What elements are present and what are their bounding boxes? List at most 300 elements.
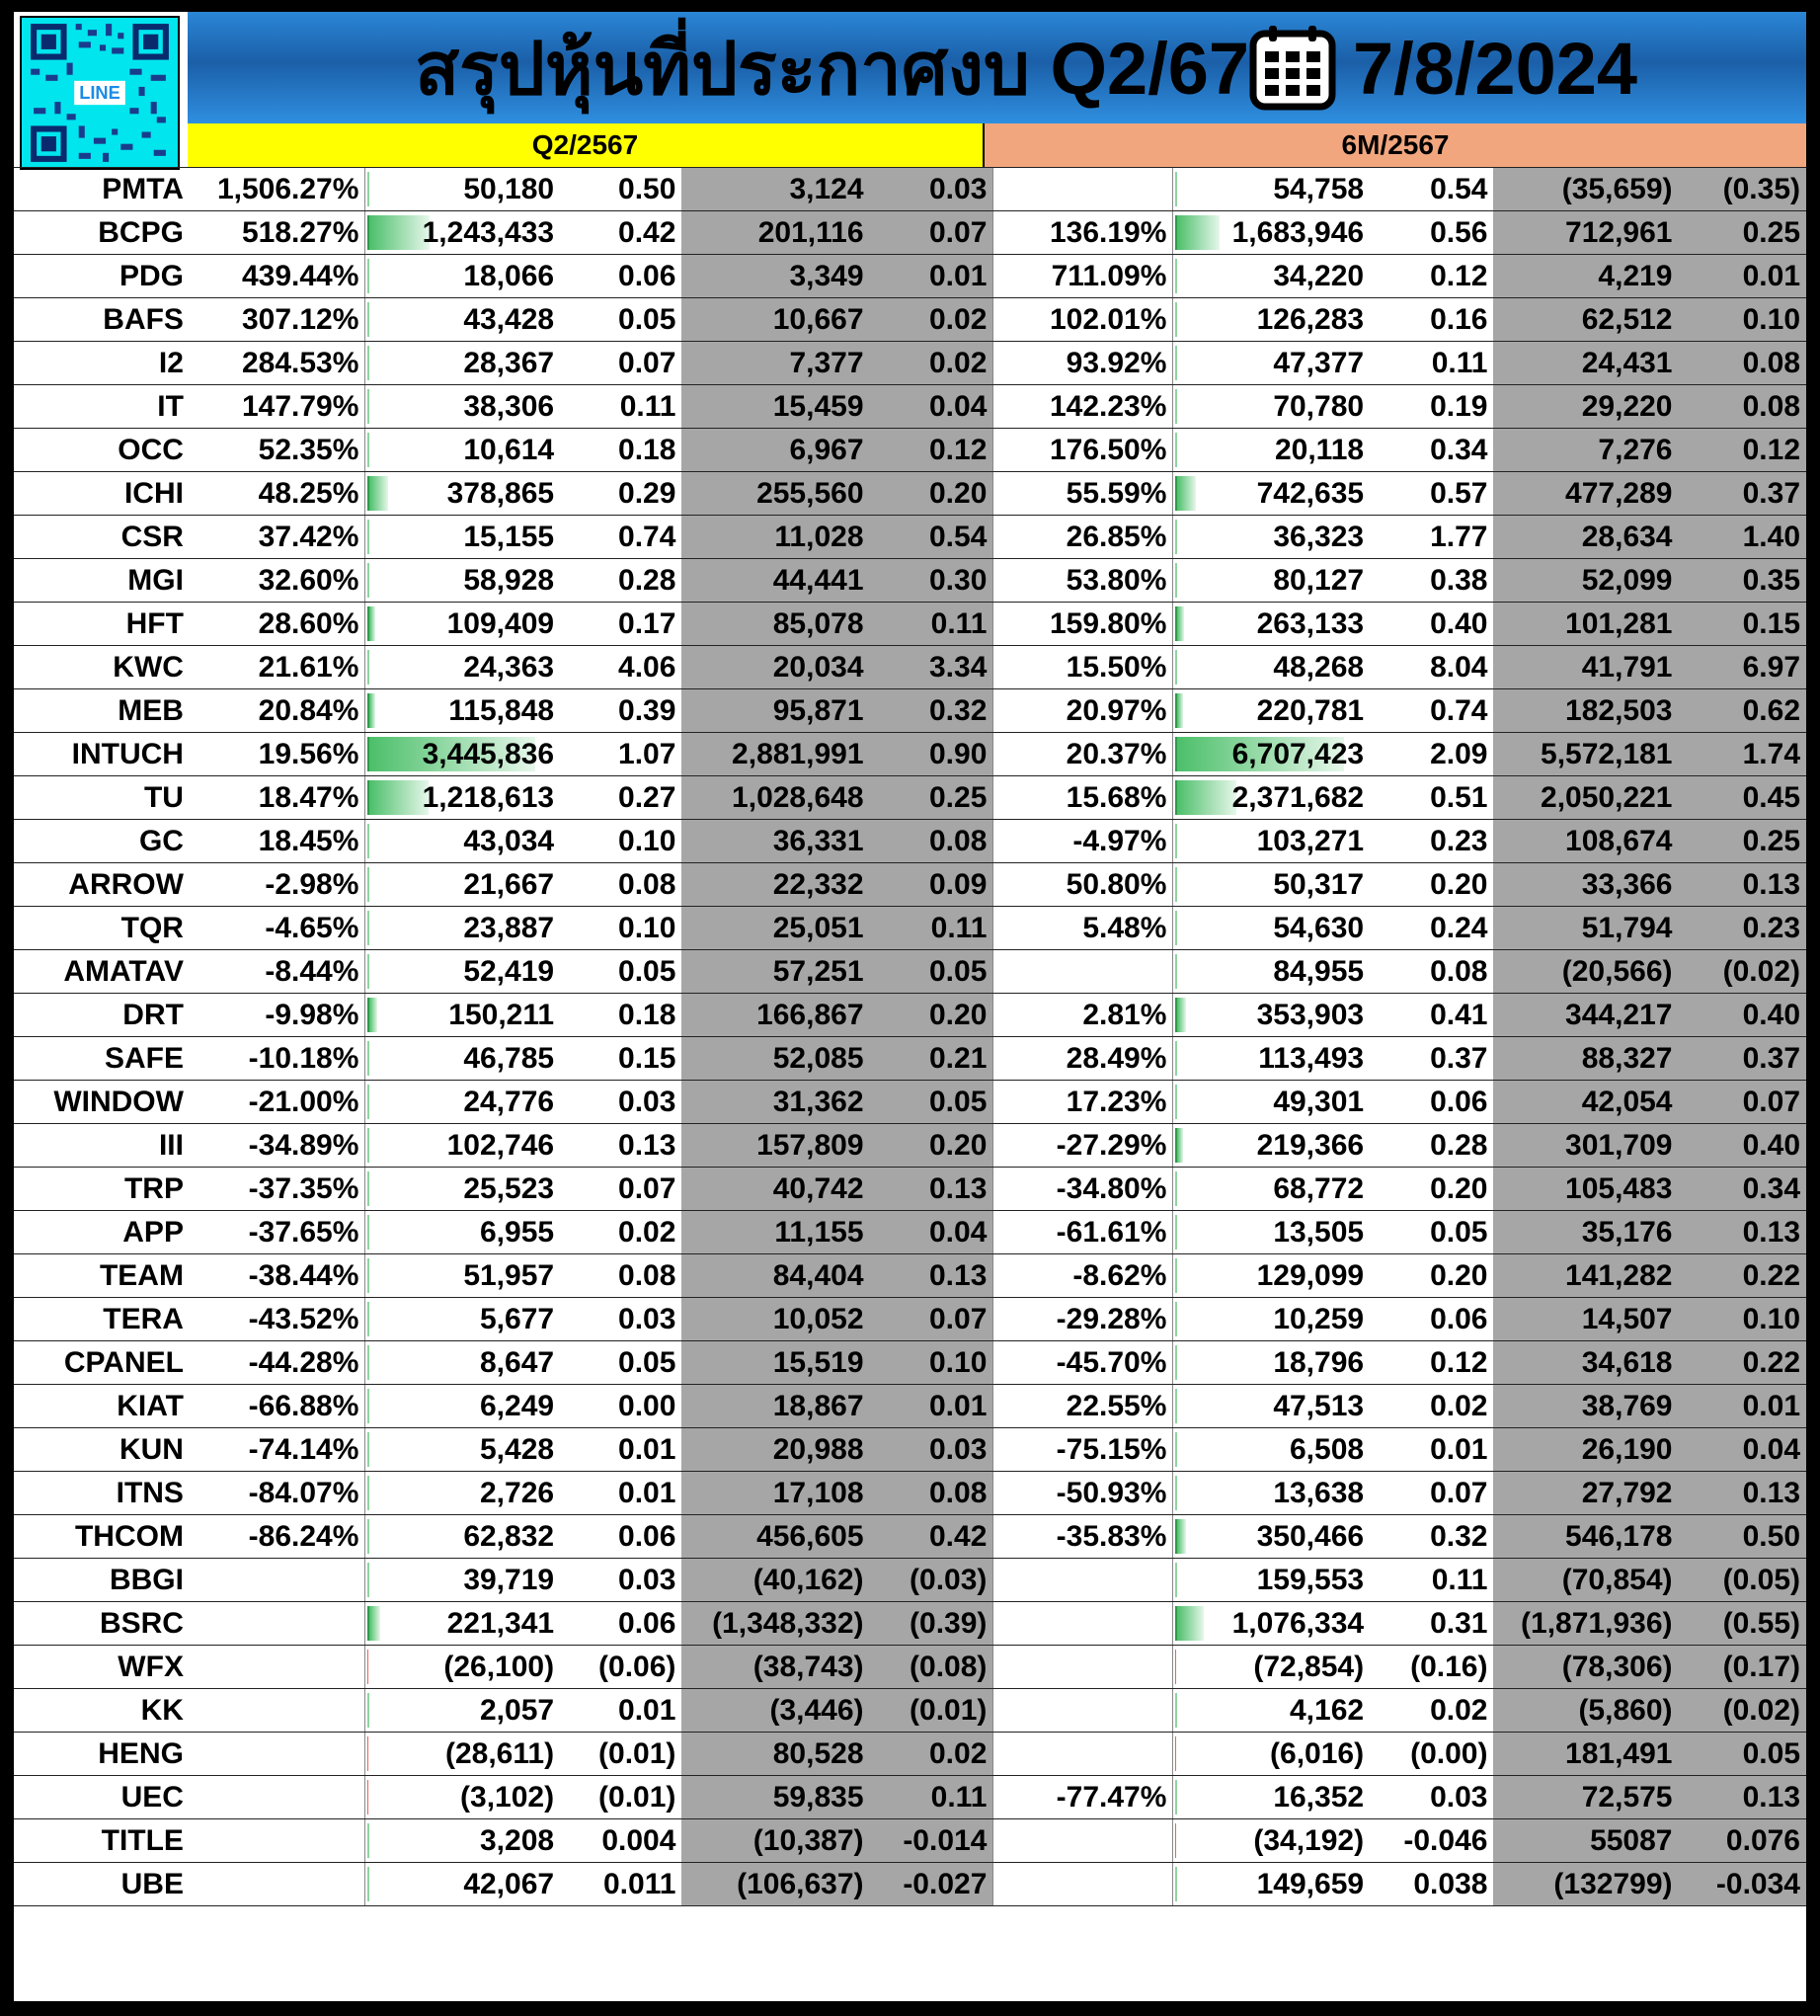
cell-sym: OCC <box>14 429 190 472</box>
data-bar <box>1175 172 1180 206</box>
cell-q2n2: 59,835 <box>681 1776 869 1819</box>
cell-value: 25,523 <box>463 1171 555 1205</box>
cell-value: 42,067 <box>463 1867 555 1900</box>
cell-q2e2: -0.027 <box>870 1863 993 1906</box>
cell-m6e1: 0.03 <box>1370 1776 1493 1819</box>
data-bar <box>1175 998 1186 1032</box>
cell-q2n1 <box>365 907 560 950</box>
cell-q2e1: 0.05 <box>560 298 681 342</box>
cell-q2e1: 0.004 <box>560 1819 681 1863</box>
cell-sym: BBGI <box>14 1559 190 1602</box>
cell-q2e1: 0.05 <box>560 1341 681 1385</box>
cell-m6pct: 159.80% <box>993 603 1173 646</box>
cell-m6n1 <box>1173 1428 1370 1472</box>
table-row <box>14 1733 1806 1776</box>
cell-q2n1 <box>365 1472 560 1515</box>
cell-q2pct: -37.65% <box>190 1211 365 1254</box>
cell-sym: CSR <box>14 516 190 559</box>
cell-m6pct: -45.70% <box>993 1341 1173 1385</box>
cell-q2n1 <box>365 1602 560 1646</box>
cell-value: 15,155 <box>463 520 555 553</box>
cell-value: 263,133 <box>1256 606 1365 640</box>
table-row <box>14 516 1806 559</box>
cell-m6n1 <box>1173 516 1370 559</box>
data-bar <box>1175 520 1179 554</box>
cell-m6n2: (20,566) <box>1493 950 1678 994</box>
cell-q2n1 <box>365 820 560 863</box>
data-bar <box>1175 867 1180 902</box>
cell-value: 378,865 <box>446 476 555 510</box>
cell-value: (3,102) <box>460 1780 555 1814</box>
cell-value: 2,057 <box>480 1693 555 1727</box>
cell-q2n2: 3,349 <box>681 255 869 298</box>
table-row <box>14 472 1806 516</box>
cell-q2pct: -38.44% <box>190 1254 365 1298</box>
cell-q2n1 <box>365 1211 560 1254</box>
data-bar <box>367 1345 371 1380</box>
cell-value: 54,758 <box>1273 172 1365 205</box>
table-row <box>14 1211 1806 1254</box>
cell-m6n2: 108,674 <box>1493 820 1678 863</box>
table-row <box>14 429 1806 472</box>
cell-value: 13,505 <box>1273 1215 1365 1249</box>
cell-sym: ICHI <box>14 472 190 516</box>
cell-m6n2: 51,794 <box>1493 907 1678 950</box>
qr-line-label: LINE <box>79 82 120 104</box>
data-bar <box>1175 302 1183 337</box>
cell-m6n1 <box>1173 820 1370 863</box>
cell-m6pct: 15.68% <box>993 776 1173 820</box>
cell-sym: KIAT <box>14 1385 190 1428</box>
cell-m6pct: 136.19% <box>993 211 1173 255</box>
data-bar <box>367 606 374 641</box>
cell-m6pct: 2.81% <box>993 994 1173 1037</box>
cell-q2e2: 0.05 <box>870 950 993 994</box>
cell-m6e2: 0.23 <box>1679 907 1807 950</box>
cell-q2e2: 0.20 <box>870 1124 993 1168</box>
cell-m6n2: 477,289 <box>1493 472 1678 516</box>
cell-value: 1,243,433 <box>422 215 555 249</box>
cell-m6e2: -0.034 <box>1679 1863 1807 1906</box>
table-row <box>14 689 1806 733</box>
cell-m6e2: (0.17) <box>1679 1646 1807 1689</box>
cell-q2e1: 0.03 <box>560 1298 681 1341</box>
cell-m6e1: 0.28 <box>1370 1124 1493 1168</box>
table-row <box>14 863 1806 907</box>
table-row <box>14 603 1806 646</box>
cell-q2n2: (3,446) <box>681 1689 869 1733</box>
cell-m6e2: 0.13 <box>1679 1472 1807 1515</box>
cell-q2e1: 0.42 <box>560 211 681 255</box>
cell-sym: APP <box>14 1211 190 1254</box>
cell-sym: MGI <box>14 559 190 603</box>
data-bar <box>1175 1128 1183 1163</box>
cell-m6e2: (0.55) <box>1679 1602 1807 1646</box>
cell-m6e1: 0.41 <box>1370 994 1493 1037</box>
cell-q2n2: 17,108 <box>681 1472 869 1515</box>
cell-value: 46,785 <box>463 1041 555 1075</box>
data-bar <box>367 215 429 250</box>
cell-m6e1: 0.54 <box>1370 168 1493 211</box>
cell-value: 5,677 <box>480 1302 555 1335</box>
table-row <box>14 1168 1806 1211</box>
cell-q2e1: 4.06 <box>560 646 681 689</box>
data-bar <box>367 954 374 989</box>
cell-q2pct: 284.53% <box>190 342 365 385</box>
cell-value: 126,283 <box>1256 302 1365 336</box>
data-bar <box>367 1476 371 1510</box>
cell-value: 6,249 <box>480 1389 555 1422</box>
cell-q2e2: 0.01 <box>870 255 993 298</box>
cell-q2n1 <box>365 255 560 298</box>
cell-value: 2,726 <box>480 1476 555 1509</box>
cell-m6n1 <box>1173 1254 1370 1298</box>
cell-value: 39,719 <box>463 1563 555 1596</box>
cell-m6n1 <box>1173 255 1370 298</box>
cell-q2e1: 0.08 <box>560 1254 681 1298</box>
cell-m6e2: 1.40 <box>1679 516 1807 559</box>
cell-value: 47,513 <box>1273 1389 1365 1422</box>
cell-m6n1 <box>1173 1037 1370 1081</box>
cell-m6e2: (0.35) <box>1679 168 1807 211</box>
cell-m6n2: 5,572,181 <box>1493 733 1678 776</box>
cell-m6e2: 0.13 <box>1679 1211 1807 1254</box>
data-bar <box>367 1128 379 1163</box>
cell-m6pct: 50.80% <box>993 863 1173 907</box>
cell-value: 4,162 <box>1290 1693 1365 1727</box>
cell-q2n1 <box>365 646 560 689</box>
table-row <box>14 1515 1806 1559</box>
data-bar <box>1175 1171 1180 1206</box>
cell-m6e2: (0.05) <box>1679 1559 1807 1602</box>
cell-q2e2: 0.11 <box>870 1776 993 1819</box>
cell-m6pct: 5.48% <box>993 907 1173 950</box>
cell-m6e1: 0.23 <box>1370 820 1493 863</box>
cell-m6e2: 0.40 <box>1679 994 1807 1037</box>
cell-m6e2: 0.35 <box>1679 559 1807 603</box>
cell-value: 18,066 <box>463 259 555 292</box>
cell-m6n1 <box>1173 1863 1370 1906</box>
cell-m6pct: 55.59% <box>993 472 1173 516</box>
cell-q2pct: 1,506.27% <box>190 168 365 211</box>
cell-q2e2: 0.03 <box>870 1428 993 1472</box>
cell-m6pct: 176.50% <box>993 429 1173 472</box>
cell-q2n2: (40,162) <box>681 1559 869 1602</box>
cell-value: 113,493 <box>1258 1041 1365 1075</box>
cell-q2pct: 21.61% <box>190 646 365 689</box>
cell-q2e1: 0.17 <box>560 603 681 646</box>
cell-sym: WINDOW <box>14 1081 190 1124</box>
cell-m6e1: 0.12 <box>1370 255 1493 298</box>
6m-section-header: 6M/2567 <box>985 123 1806 167</box>
cell-m6n1 <box>1173 1559 1370 1602</box>
cell-m6n2: 344,217 <box>1493 994 1678 1037</box>
cell-value: 24,776 <box>463 1085 555 1118</box>
cell-q2e2: 0.03 <box>870 168 993 211</box>
data-bar <box>1175 1476 1179 1510</box>
cell-q2n1 <box>365 1559 560 1602</box>
cell-m6pct: -61.61% <box>993 1211 1173 1254</box>
cell-q2n2: 85,078 <box>681 603 869 646</box>
data-bar <box>367 911 371 945</box>
cell-q2n1 <box>365 1689 560 1733</box>
line-qr-code[interactable] <box>20 16 180 170</box>
cell-value: 38,306 <box>463 389 555 423</box>
cell-sym: III <box>14 1124 190 1168</box>
cell-value: 353,903 <box>1256 998 1365 1031</box>
table-row <box>14 1037 1806 1081</box>
q2-section-header: Q2/2567 <box>188 123 985 167</box>
cell-m6pct: 26.85% <box>993 516 1173 559</box>
cell-q2e2: (0.39) <box>870 1602 993 1646</box>
cell-m6e1: 1.77 <box>1370 516 1493 559</box>
cell-m6n2: 42,054 <box>1493 1081 1678 1124</box>
data-bar <box>1175 1085 1179 1119</box>
cell-q2n2: 201,116 <box>681 211 869 255</box>
cell-m6e2: 0.37 <box>1679 472 1807 516</box>
cell-value: 2,371,682 <box>1231 780 1365 814</box>
data-bar <box>367 1302 371 1336</box>
cell-m6n2: 141,282 <box>1493 1254 1678 1298</box>
cell-m6e1: 0.01 <box>1370 1428 1493 1472</box>
cell-q2n1 <box>365 1341 560 1385</box>
cell-q2e1: 0.03 <box>560 1081 681 1124</box>
cell-q2n1 <box>365 1819 560 1863</box>
cell-sym: TITLE <box>14 1819 190 1863</box>
cell-m6e1: 0.11 <box>1370 1559 1493 1602</box>
cell-q2n2: 7,377 <box>681 342 869 385</box>
cell-q2n2: 36,331 <box>681 820 869 863</box>
cell-m6e1: 0.11 <box>1370 342 1493 385</box>
data-bar <box>1175 563 1181 598</box>
cell-m6n2: 24,431 <box>1493 342 1678 385</box>
cell-q2e2: 0.04 <box>870 385 993 429</box>
cell-q2e1: 1.07 <box>560 733 681 776</box>
cell-q2e1: 0.29 <box>560 472 681 516</box>
cell-q2n2: (106,637) <box>681 1863 869 1906</box>
cell-m6n2: (132799) <box>1493 1863 1678 1906</box>
cell-m6n2: 72,575 <box>1493 1776 1678 1819</box>
cell-m6pct: -75.15% <box>993 1428 1173 1472</box>
calendar-icon <box>1249 24 1336 111</box>
cell-value: 3,445,836 <box>422 737 555 770</box>
cell-m6n2: 27,792 <box>1493 1472 1678 1515</box>
cell-q2n1 <box>365 1124 560 1168</box>
cell-value: 50,317 <box>1273 867 1365 901</box>
cell-m6e2: 0.05 <box>1679 1733 1807 1776</box>
cell-q2e2: 0.54 <box>870 516 993 559</box>
cell-value: 150,211 <box>448 998 555 1031</box>
data-bar <box>1175 1650 1176 1684</box>
cell-q2e2: (0.08) <box>870 1646 993 1689</box>
cell-m6n1 <box>1173 342 1370 385</box>
page-title: สรุปหุ้นที่ประกาศงบ Q2/67 <box>415 28 1250 110</box>
cell-sym: TU <box>14 776 190 820</box>
cell-sym: GC <box>14 820 190 863</box>
cell-q2n2: 15,519 <box>681 1341 869 1385</box>
cell-q2n1 <box>365 1254 560 1298</box>
table-row <box>14 1081 1806 1124</box>
cell-m6e1: 0.06 <box>1370 1298 1493 1341</box>
cell-m6pct: -4.97% <box>993 820 1173 863</box>
cell-m6e1: 0.06 <box>1370 1081 1493 1124</box>
cell-m6pct: -8.62% <box>993 1254 1173 1298</box>
cell-q2pct <box>190 1559 365 1602</box>
cell-m6n2: 712,961 <box>1493 211 1678 255</box>
cell-m6e1: 0.51 <box>1370 776 1493 820</box>
cell-m6e2: 0.13 <box>1679 863 1807 907</box>
cell-value: 742,635 <box>1256 476 1365 510</box>
cell-q2e2: 0.02 <box>870 342 993 385</box>
cell-q2e1: 0.27 <box>560 776 681 820</box>
cell-m6pct <box>993 1819 1173 1863</box>
cell-m6n2: 2,050,221 <box>1493 776 1678 820</box>
cell-q2e2: 0.08 <box>870 820 993 863</box>
cell-q2pct: 20.84% <box>190 689 365 733</box>
cell-q2e2: -0.014 <box>870 1819 993 1863</box>
cell-q2pct: -74.14% <box>190 1428 365 1472</box>
cell-q2e2: 3.34 <box>870 646 993 689</box>
data-bar <box>367 650 371 685</box>
cell-q2n2: 95,871 <box>681 689 869 733</box>
cell-m6n1 <box>1173 1472 1370 1515</box>
cell-q2n1 <box>365 994 560 1037</box>
data-bar <box>1175 1736 1176 1771</box>
cell-m6n1 <box>1173 1733 1370 1776</box>
cell-m6pct: 17.23% <box>993 1081 1173 1124</box>
cell-m6n1 <box>1173 776 1370 820</box>
cell-q2e2: 0.07 <box>870 1298 993 1341</box>
cell-q2n2: 3,124 <box>681 168 869 211</box>
cell-q2n2: 11,028 <box>681 516 869 559</box>
cell-value: 54,630 <box>1273 911 1365 944</box>
cell-sym: BCPG <box>14 211 190 255</box>
cell-q2n2: 40,742 <box>681 1168 869 1211</box>
cell-m6e1: 0.24 <box>1370 907 1493 950</box>
cell-value: 13,638 <box>1273 1476 1365 1509</box>
data-bar <box>1175 1693 1179 1728</box>
cell-m6n1 <box>1173 1646 1370 1689</box>
cell-m6n2: 33,366 <box>1493 863 1678 907</box>
cell-m6n1 <box>1173 1819 1370 1863</box>
cell-q2pct: -37.35% <box>190 1168 365 1211</box>
data-bar <box>367 1519 375 1554</box>
cell-value: 109,409 <box>446 606 555 640</box>
data-bar <box>1175 1823 1176 1858</box>
cell-m6n1 <box>1173 907 1370 950</box>
cell-q2n1 <box>365 1863 560 1906</box>
cell-m6e2: 0.34 <box>1679 1168 1807 1211</box>
cell-value: 219,366 <box>1256 1128 1365 1162</box>
cell-q2n1 <box>365 1298 560 1341</box>
cell-q2e1: 0.01 <box>560 1472 681 1515</box>
cell-m6n2: (70,854) <box>1493 1559 1678 1602</box>
cell-q2n1 <box>365 1168 560 1211</box>
data-bar <box>1175 1780 1179 1814</box>
cell-m6e1: 0.08 <box>1370 950 1493 994</box>
cell-q2e1: 0.50 <box>560 168 681 211</box>
cell-value: 49,301 <box>1273 1085 1365 1118</box>
cell-q2e2: 0.20 <box>870 994 993 1037</box>
cell-m6e1: 0.34 <box>1370 429 1493 472</box>
cell-m6e1: 0.20 <box>1370 1254 1493 1298</box>
cell-q2e1: 0.00 <box>560 1385 681 1428</box>
cell-q2n1 <box>365 168 560 211</box>
cell-m6pct <box>993 950 1173 994</box>
cell-q2e1: 0.10 <box>560 820 681 863</box>
table-row <box>14 1472 1806 1515</box>
cell-q2e2: 0.90 <box>870 733 993 776</box>
data-bar <box>1175 346 1179 380</box>
cell-m6e1: -0.046 <box>1370 1819 1493 1863</box>
cell-q2n2: 44,441 <box>681 559 869 603</box>
cell-m6e1: 8.04 <box>1370 646 1493 689</box>
cell-m6pct: 15.50% <box>993 646 1173 689</box>
cell-q2n2: (10,387) <box>681 1819 869 1863</box>
cell-m6n2: 7,276 <box>1493 429 1678 472</box>
cell-m6e2: 0.08 <box>1679 385 1807 429</box>
cell-sym: TEAM <box>14 1254 190 1298</box>
cell-m6e2: (0.02) <box>1679 1689 1807 1733</box>
data-bar <box>1175 693 1183 728</box>
cell-m6e1: 0.16 <box>1370 298 1493 342</box>
cell-m6n1 <box>1173 559 1370 603</box>
cell-q2e1: (0.01) <box>560 1776 681 1819</box>
cell-m6e1: 0.37 <box>1370 1037 1493 1081</box>
cell-m6e2: 0.01 <box>1679 255 1807 298</box>
cell-q2n1 <box>365 776 560 820</box>
cell-q2e2: 0.13 <box>870 1254 993 1298</box>
cell-m6pct <box>993 1863 1173 1906</box>
table-row <box>14 1863 1806 1906</box>
cell-q2pct: -66.88% <box>190 1385 365 1428</box>
data-bar <box>1175 389 1181 424</box>
cell-value: 6,508 <box>1290 1432 1365 1466</box>
cell-q2n1 <box>365 1037 560 1081</box>
cell-q2e1: 0.01 <box>560 1689 681 1733</box>
cell-q2pct: -4.65% <box>190 907 365 950</box>
cell-m6n2: 38,769 <box>1493 1385 1678 1428</box>
cell-value: 20,118 <box>1274 433 1365 466</box>
cell-q2pct: -21.00% <box>190 1081 365 1124</box>
cell-q2e2: 0.02 <box>870 1733 993 1776</box>
cell-q2n1 <box>365 429 560 472</box>
cell-sym: TRP <box>14 1168 190 1211</box>
cell-value: 70,780 <box>1273 389 1365 423</box>
cell-m6n2: 41,791 <box>1493 646 1678 689</box>
table-row <box>14 1559 1806 1602</box>
cell-value: (28,611) <box>444 1736 555 1770</box>
cell-q2e2: 0.07 <box>870 211 993 255</box>
cell-m6pct: -77.47% <box>993 1776 1173 1819</box>
cell-q2n1 <box>365 559 560 603</box>
cell-m6n1 <box>1173 1385 1370 1428</box>
cell-q2n1 <box>365 733 560 776</box>
cell-q2e2: 0.12 <box>870 429 993 472</box>
cell-m6e2: 0.62 <box>1679 689 1807 733</box>
cell-value: 16,352 <box>1273 1780 1365 1814</box>
cell-m6pct <box>993 1602 1173 1646</box>
cell-m6e2: 0.076 <box>1679 1819 1807 1863</box>
cell-m6e1: 0.31 <box>1370 1602 1493 1646</box>
title-banner <box>188 12 1806 125</box>
cell-m6n2: 4,219 <box>1493 255 1678 298</box>
cell-q2n1 <box>365 342 560 385</box>
cell-value: (34,192) <box>1253 1823 1365 1857</box>
data-bar <box>367 1563 373 1597</box>
cell-m6e1: 0.038 <box>1370 1863 1493 1906</box>
cell-m6n2: 181,491 <box>1493 1733 1678 1776</box>
